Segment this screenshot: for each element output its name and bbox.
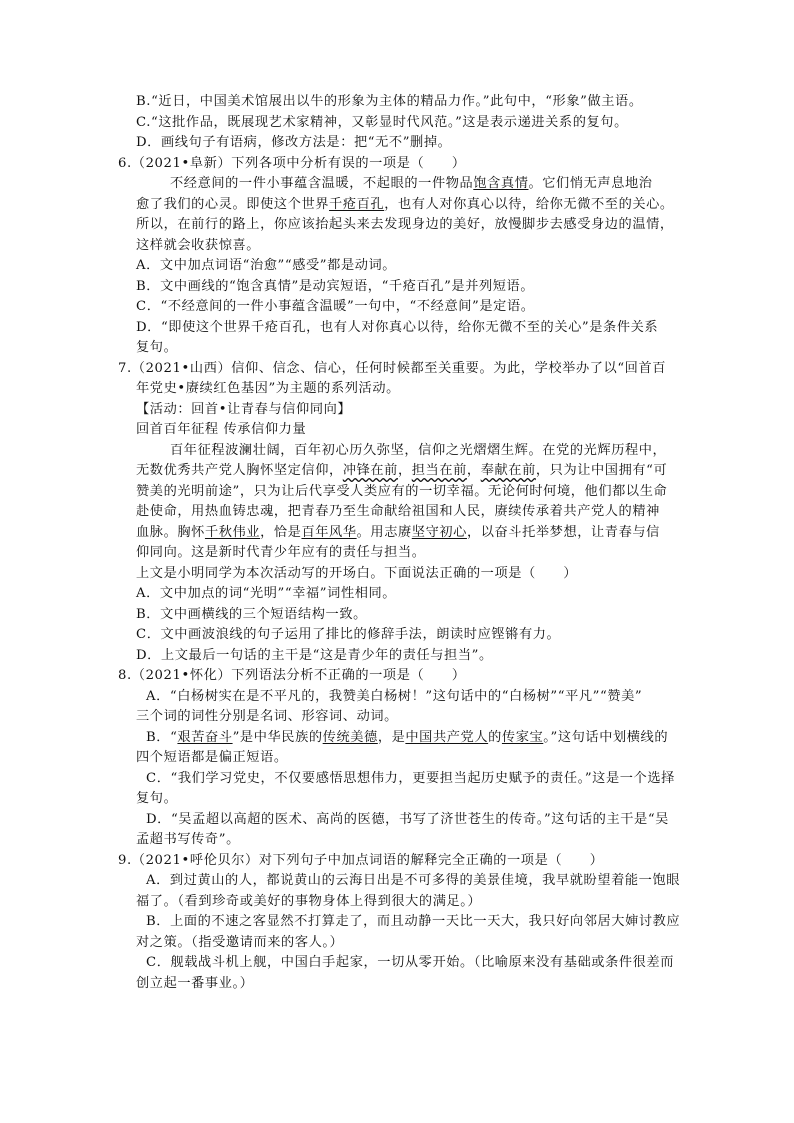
underlined-phrase: 百年风华 <box>301 524 357 540</box>
text-line <box>118 113 676 134</box>
text-span: 四个短语都是偏正短语。 <box>136 750 288 765</box>
text-span: 福了。（看到珍奇或美好的事物身体上得到很大的满足。） <box>136 893 482 909</box>
text-line <box>118 379 676 400</box>
text-line <box>118 133 676 154</box>
text-line <box>118 215 676 236</box>
text-line <box>118 953 676 974</box>
text-span: 6.（2021•阜新）下列各项中分析有误的一项是（ ） <box>118 155 466 171</box>
text-span: B．文中画横线的三个短语结构一致。 <box>136 606 367 622</box>
underlined-phrase: 传统美德 <box>322 729 378 745</box>
text-line <box>118 789 676 810</box>
text-span: ， <box>397 463 412 478</box>
text-line <box>118 297 676 318</box>
text-line <box>118 666 676 687</box>
text-line <box>118 564 676 585</box>
wavy-underlined-phrase: 冲锋在前 <box>342 463 398 478</box>
text-span: 复句。 <box>136 791 178 806</box>
text-span: A．文中加点词语“治愈”“感受”都是动词。 <box>136 258 397 273</box>
text-span: A．“白杨树实在是不平凡的，我赞美白杨树！”这句话中的“白杨树”“平凡”“赞美” <box>146 688 643 704</box>
text-line <box>118 707 676 728</box>
text-line <box>118 933 676 954</box>
text-line <box>118 236 676 257</box>
text-line <box>118 420 676 441</box>
text-span: ，恰是 <box>260 524 302 540</box>
text-span: 这样就会收获惊喜。 <box>136 237 261 253</box>
underlined-phrase: 饱含真情 <box>473 176 529 191</box>
text-span: C．“不经意间的一件小事蕴含温暖”一句中，“不经意间”是定语。 <box>136 299 535 314</box>
wavy-underlined-phrase: 奉献在前 <box>480 463 536 478</box>
text-span: B.“近日，中国美术馆展出以牛的形象为主体的精品力作。”此句中，“形象”做主语。 <box>136 94 643 109</box>
text-line <box>118 810 676 831</box>
text-span: C．文中画波浪线的句子运用了排比的修辞手法，朗读时应铿锵有力。 <box>136 627 561 642</box>
text-line <box>118 318 676 339</box>
text-span: 【活动：回首•让青春与信仰同向】 <box>136 401 352 417</box>
text-line <box>118 584 676 605</box>
text-span: 无数优秀共产党人胸怀坚定信仰， <box>136 463 343 478</box>
text-span: ，也有人对你真心以待，给你无微不至的关心。 <box>384 196 674 212</box>
text-span: 孟超书写传奇”。 <box>136 832 240 847</box>
text-span: 回首百年征程 传承信仰力量 <box>136 422 307 437</box>
text-line <box>118 851 676 872</box>
text-span: 上文是小明同学为本次活动写的开场白。下面说法正确的一项是（ ） <box>136 565 578 581</box>
text-span: B．文中画线的“饱含真情”是动宾短语，“千疮百孔”是并列短语。 <box>136 278 535 294</box>
underlined-phrase: 千秋伟业 <box>204 524 261 540</box>
text-span: 对之策。（指受邀请而来的客人。） <box>136 934 344 950</box>
text-line <box>118 502 676 523</box>
text-span: 的 <box>488 729 502 745</box>
text-span: 年党史•赓续红色基因”为主题的系列活动。 <box>136 381 400 396</box>
text-span: ，以奋斗托举梦想，让青春与信 <box>466 524 660 540</box>
text-span: 百年征程波澜壮阔，百年初心历久弥坚，信仰之光熠熠生辉。在党的光辉历程中， <box>170 442 667 458</box>
text-span: D．“即使这个世界千疮百孔，也有人对你真心以待，给你无微不至的关心”是条件关系 <box>136 319 659 335</box>
text-span: 赴使命，用热血铸忠魂，把青春乃至生命献给祖国和人民，赓续传承着共产党人的精神 <box>136 504 660 519</box>
text-line <box>118 174 676 195</box>
text-line <box>118 687 676 708</box>
text-span: A．到过黄山的人，都说黄山的云海日出是不可多得的美景佳境，我早就盼望着能一饱眼 <box>146 873 681 888</box>
text-span: 仰同向。这是新时代青少年应有的责任与担当。 <box>136 545 426 560</box>
text-span: C．舰载战斗机上舰，中国白手起家，一切从零开始。（比喻原来没有基础或条件很差而 <box>146 955 675 970</box>
text-line <box>118 400 676 421</box>
text-line <box>118 769 676 790</box>
text-line <box>118 912 681 933</box>
text-line <box>118 871 681 892</box>
text-line <box>118 605 676 626</box>
underlined-phrase: 千疮百孔 <box>329 196 385 212</box>
text-span: ， <box>466 463 481 478</box>
text-span: 8.（2021•怀化）下列语法分析不正确的一项是（ ） <box>118 668 466 683</box>
text-line <box>118 523 676 544</box>
text-span: 创立起一番事业。） <box>136 975 254 991</box>
text-span: 9.（2021•呼伦贝尔）对下列句子中加点词语的解释完全正确的一项是（ ） <box>118 852 604 868</box>
text-span: B．“ <box>146 729 178 745</box>
text-line <box>118 256 676 277</box>
text-span: 7.（2021•山西）信仰、信念、信心，任何时候都至关重要。为此，学校举办了以“回首百 <box>118 360 667 376</box>
text-line <box>118 441 676 462</box>
text-line <box>118 646 676 667</box>
text-line <box>118 195 676 216</box>
text-span: ，只为让中国拥有“可 <box>535 463 668 478</box>
text-span: ，是 <box>377 729 406 745</box>
text-line <box>118 482 676 503</box>
text-span: 不经意间的一件小事蕴含温暖，不起眼的一件物品 <box>170 176 474 191</box>
text-span: 三个词的词性分别是名词、形容词、动词。 <box>136 709 398 724</box>
text-line <box>118 625 676 646</box>
text-span: 愈了我们的心灵。即使这个世界 <box>136 196 330 212</box>
text-line <box>118 277 676 298</box>
text-span: C．“我们学习党史，不仅要感悟思想伟力，更要担当起历史赋予的责任。”这是一个选择 <box>146 770 675 786</box>
underlined-phrase: 坚守初心 <box>411 524 467 540</box>
text-line <box>118 892 676 913</box>
text-span: 赞美的光明前途”，只为让后代享受人类应有的一切幸福。无论何时何境，他们都以生命 <box>136 483 668 499</box>
text-line <box>118 728 676 749</box>
text-line <box>118 92 676 113</box>
text-line <box>118 748 676 769</box>
text-span: D．“吴孟超以高超的医术、高尚的医德，书写了济世苍生的传奇。”这句话的主干是“吴 <box>146 811 669 827</box>
underlined-phrase: 艰苦奋斗 <box>177 729 233 745</box>
text-span: B．上面的不速之客显然不打算走了，而且动静一天比一天大，我只好向邻居大婶讨教应 <box>146 914 681 929</box>
wavy-underlined-phrase: 担当在前 <box>411 463 467 478</box>
text-line <box>118 974 676 995</box>
text-span: 复句。 <box>136 340 178 355</box>
underlined-phrase: 传家宝 <box>501 729 544 745</box>
text-line <box>118 543 676 564</box>
text-span: 。”这句话中划横线的 <box>543 729 669 745</box>
text-line <box>118 461 676 482</box>
text-line <box>118 338 676 359</box>
text-line <box>118 359 676 380</box>
text-line <box>118 830 676 851</box>
text-span: 所以，在前行的路上，你应该抬起头来去发现身边的美好，放慢脚步去感受身边的温情， <box>136 217 674 232</box>
underlined-phrase: 中国共产党人 <box>405 729 489 745</box>
text-span: ”是中华民族的 <box>232 729 323 745</box>
text-span: 。它们悄无声息地治 <box>528 176 653 191</box>
text-span: C.“这批作品，既展现艺术家精神，又彰显时代风范。”这是表示递进关系的复句。 <box>136 114 628 130</box>
text-span: A．文中加点的词“光明”“幸福”词性相同。 <box>136 586 397 601</box>
text-span: D．画线句子有语病，修改方法是：把“无不”删掉。 <box>136 135 452 150</box>
text-span: 血脉。胸怀 <box>136 524 205 540</box>
text-span: D．上文最后一句话的主干是“这是青少年的责任与担当”。 <box>136 647 493 663</box>
text-line <box>118 154 676 175</box>
text-span: 。用志赓 <box>356 524 412 540</box>
